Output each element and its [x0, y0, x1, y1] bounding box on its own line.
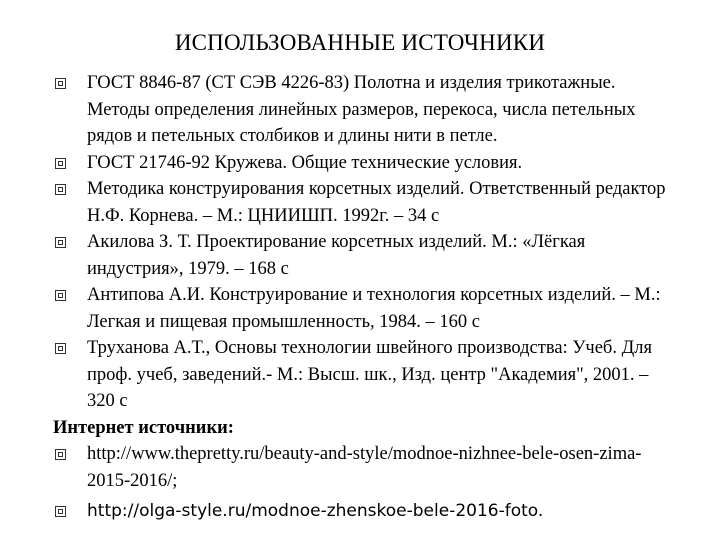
square-bullet-icon	[55, 343, 66, 354]
square-bullet-icon	[55, 290, 66, 301]
source-item	[55, 229, 680, 282]
square-bullet-icon	[55, 158, 66, 169]
internet-link[interactable]: http://olga-style.ru/modnoe-zhenskoe-bele-2016-foto.	[87, 501, 544, 521]
source-item	[55, 335, 680, 415]
square-bullet-icon	[55, 237, 66, 248]
square-bullet-icon	[55, 78, 66, 89]
square-bullet-icon	[55, 184, 66, 195]
internet-item	[55, 441, 680, 494]
source-text: Методика конструирования корсетных изделий. Ответственный редактор Н.Ф. Корнева. – М.: ЦНИИШП. 1992г. – 34 с	[87, 179, 666, 226]
page-title: ИСПОЛЬЗОВАННЫЕ ИСТОЧНИКИ	[174, 30, 546, 55]
sources-list	[55, 70, 680, 525]
source-item	[55, 176, 680, 229]
source-text: ГОСТ 8846-87 (СТ СЭВ 4226-83) Полотна и изделия трикотажные. Методы определения линейных размеров, перекоса, числа петельных рядов и петельных столбиков и длины нити в петле.	[87, 73, 636, 146]
source-text: Антипова А.И. Конструирование и технология корсетных изделий. – М.: Легкая и пищевая промышленность, 1984. – 160 с	[87, 285, 661, 332]
source-item	[55, 150, 680, 177]
source-item	[55, 282, 680, 335]
internet-sources-heading: Интернет источники:	[53, 417, 234, 438]
square-bullet-icon	[55, 449, 66, 460]
internet-link[interactable]: http://www.thepretty.ru/beauty-and-style/modnoe-nizhnee-bele-osen-zima-2015-2016/;	[87, 444, 642, 491]
internet-item	[55, 498, 680, 525]
source-item	[55, 70, 680, 150]
source-text: Труханова А.Т., Основы технологии швейного производства: Учеб. Для проф. учеб, заведений.- М.: Высш. шк., Изд. центр "Академия", 2001. – 320 с	[87, 338, 652, 411]
square-bullet-icon	[55, 506, 66, 517]
source-text: ГОСТ 21746-92 Кружева. Общие технические условия.	[87, 152, 523, 173]
source-text: Акилова З. Т. Проектирование корсетных изделий. М.: «Лёгкая индустрия», 1979. – 168 с	[87, 232, 586, 279]
